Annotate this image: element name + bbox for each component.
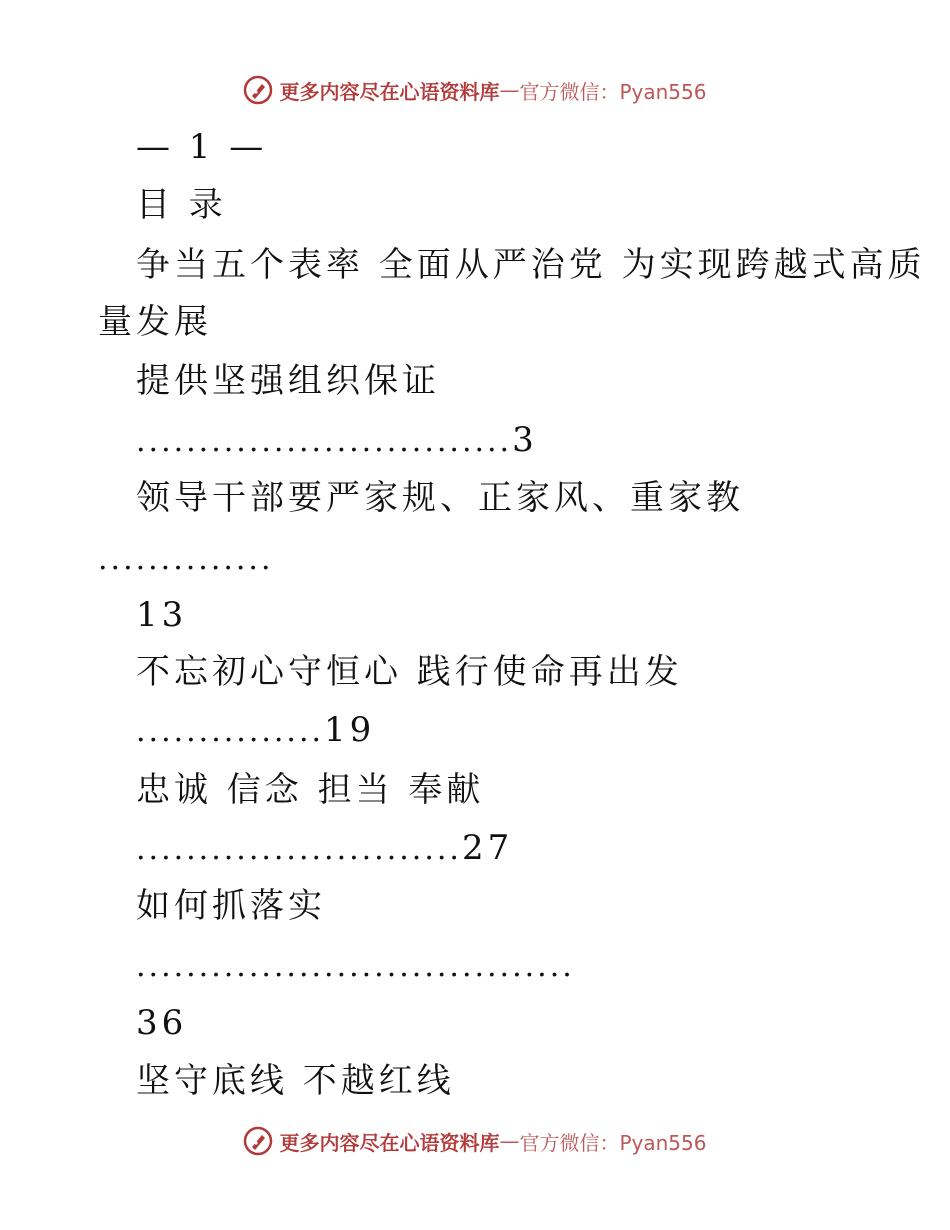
toc-entry-leader-row [136, 710, 375, 752]
toc-entry-title: 不忘初心守恒心 践行使命再出发 [136, 652, 683, 692]
toc-leader-dots: .............. [98, 542, 274, 577]
toc-entry-title-continued: 量发展 [98, 302, 212, 342]
watermark-footer [0, 1121, 950, 1161]
toc-page-number: 36 [136, 1003, 188, 1043]
toc-page-number: 3 [512, 420, 538, 460]
toc-leader-dots: ............... [136, 714, 325, 749]
toc-entry-title: 如何抓落实 [136, 886, 326, 926]
watermark-contact: 官方微信：Pyan556 [519, 1130, 707, 1155]
toc-entry-title: 忠诚 信念 担当 奉献 [136, 770, 485, 810]
watermark-text: 更多内容尽在心语资料库 [279, 79, 500, 104]
toc-entry-title: 坚守底线 不越红线 [136, 1061, 455, 1101]
toc-page-number: 13 [136, 595, 188, 635]
watermark-text: 更多内容尽在心语资料库 [279, 1130, 500, 1155]
watermark-dash: — [499, 1129, 520, 1153]
watermark-contact: 官方微信：Pyan556 [519, 79, 707, 104]
toc-leader-dots: ................................... [136, 949, 575, 984]
watermark-header [0, 70, 950, 110]
toc-entry-title: 争当五个表率 全面从严治党 为实现跨越式高质 [136, 245, 926, 285]
pen-nib-logo-icon [243, 75, 273, 105]
watermark-dash: — [499, 78, 520, 102]
toc-entry-leader-row [136, 828, 513, 870]
toc-leader-dots: .......................... [136, 832, 462, 867]
toc-page-number: 19 [324, 710, 376, 750]
pen-nib-logo-icon [243, 1126, 273, 1156]
toc-entry-title: 领导干部要严家规、正家风、重家教 [136, 478, 744, 518]
toc-entry-leader-row [136, 420, 538, 462]
toc-leader-dots: .............................. [136, 424, 513, 459]
toc-page-number: 27 [461, 828, 514, 868]
toc-entry-subtitle: 提供坚强组织保证 [136, 361, 440, 401]
page-number: — 1 — [136, 127, 268, 167]
toc-heading: 目 录 [136, 185, 227, 225]
